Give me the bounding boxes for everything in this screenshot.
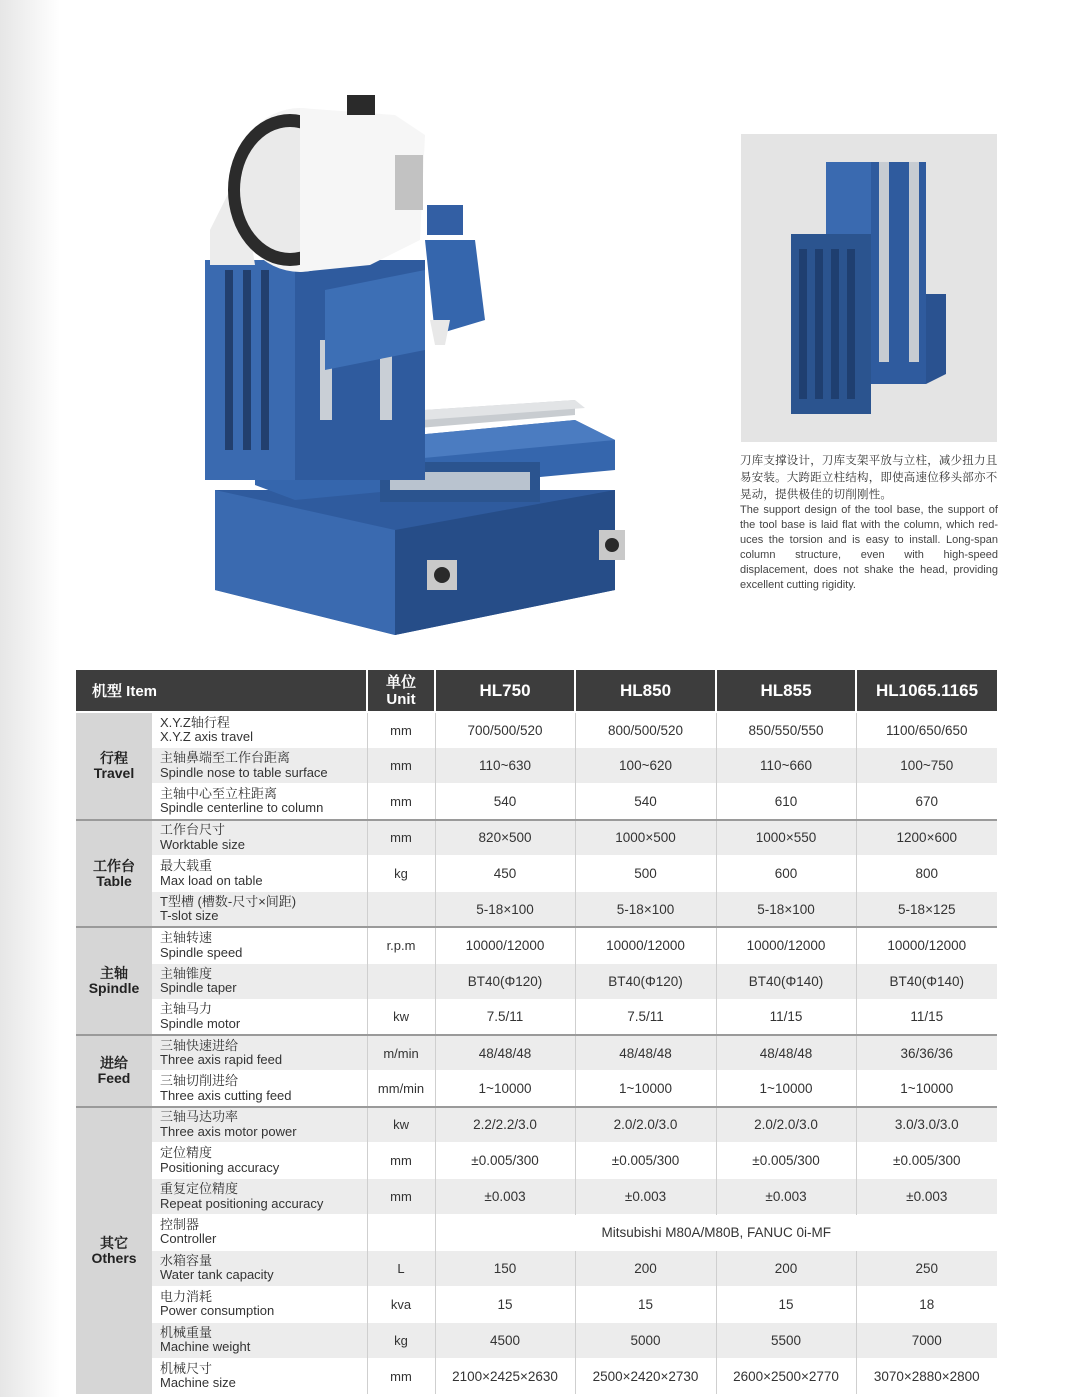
category-name-en: Others — [91, 1249, 137, 1266]
parameter-cell — [152, 1107, 367, 1143]
left-edge-shade — [0, 0, 60, 1397]
category-cell-travel — [76, 712, 152, 820]
table-header-row — [76, 670, 997, 712]
value-cell: 800/500/520 — [575, 712, 716, 748]
category-name-en: Travel — [93, 764, 135, 781]
unit-cell: kg — [367, 1322, 435, 1358]
table-row — [76, 927, 997, 963]
table-row — [76, 1035, 997, 1071]
value-cell: ±0.003 — [716, 1179, 856, 1215]
table-row — [76, 820, 997, 856]
parameter-cell — [152, 963, 367, 999]
unit-cell: kw — [367, 1107, 435, 1143]
parameter-name-cn: 主轴中心至立柱距离 — [160, 785, 278, 801]
value-cell: 540 — [575, 784, 716, 820]
parameter-name-en: Controller — [160, 1231, 217, 1247]
value-cell: 110~630 — [435, 748, 575, 784]
parameter-cell — [152, 1035, 367, 1071]
unit-header — [367, 670, 435, 712]
parameter-name-cn: 重复定位精度 — [160, 1181, 239, 1197]
value-cell: 4500 — [435, 1322, 575, 1358]
value-cell: 1~10000 — [856, 1071, 997, 1107]
value-cell: 15 — [435, 1286, 575, 1322]
parameter-name-en: Machine weight — [160, 1339, 251, 1355]
category-name-cn: 进给 — [100, 1054, 128, 1071]
table-row — [76, 784, 997, 820]
value-cell: 1~10000 — [435, 1071, 575, 1107]
parameter-name-en: Max load on table — [160, 872, 263, 888]
caption-chinese: 刀库支撑设计，刀库支架平放与立柱，减少扭力且易安装。大跨距立柱结构，即使高速位移头部亦不晃动，提供极佳的切削刚性。 — [740, 453, 998, 501]
value-cell: 3.0/3.0/3.0 — [856, 1107, 997, 1143]
value-cell: 2100×2425×2630 — [435, 1358, 575, 1394]
value-cell: 5500 — [716, 1322, 856, 1358]
parameter-name-cn: 主轴锥度 — [160, 965, 213, 981]
value-cell: ±0.003 — [575, 1179, 716, 1215]
value-cell: 100~620 — [575, 748, 716, 784]
value-cell: 200 — [716, 1250, 856, 1286]
value-cell: ±0.005/300 — [716, 1143, 856, 1179]
parameter-cell — [152, 1358, 367, 1394]
parameter-cell — [152, 820, 367, 856]
value-cell: 1100/650/650 — [856, 712, 997, 748]
parameter-cell — [152, 1214, 367, 1250]
parameter-cell — [152, 1286, 367, 1322]
value-cell: 15 — [575, 1286, 716, 1322]
unit-cell: mm — [367, 1143, 435, 1179]
unit-cell: mm/min — [367, 1071, 435, 1107]
table-row — [76, 1322, 997, 1358]
value-cell: ±0.003 — [856, 1179, 997, 1215]
value-cell: BT40(Φ120) — [435, 963, 575, 999]
value-cell: 100~750 — [856, 748, 997, 784]
parameter-name-cn: 机械尺寸 — [160, 1360, 213, 1376]
parameter-name-en: Power consumption — [160, 1303, 275, 1319]
parameter-name-cn: 定位精度 — [160, 1145, 213, 1161]
value-cell-merged: Mitsubishi M80A/M80B, FANUC 0i-MF — [435, 1214, 997, 1250]
value-cell: 200 — [575, 1250, 716, 1286]
parameter-name-cn: 控制器 — [160, 1216, 200, 1232]
table-row — [76, 1179, 997, 1215]
value-cell: 5-18×100 — [435, 891, 575, 927]
parameter-name-en: Machine size — [160, 1375, 236, 1391]
caption-english: The support design of the tool base, the support of the tool base is laid flat with the column, which red-uces the torsion and is easy to install. Long-span column structure, even with high-speed displacement, does not shake the head, providing excellent cutting rigidity. — [740, 504, 998, 591]
table-row — [76, 963, 997, 999]
value-cell: 5-18×100 — [716, 891, 856, 927]
value-cell: 150 — [435, 1250, 575, 1286]
unit-cell: mm — [367, 712, 435, 748]
parameter-name-cn: 三轴马达功率 — [160, 1109, 239, 1125]
table-row — [76, 999, 997, 1035]
parameter-name-en: Worktable size — [160, 836, 246, 852]
value-cell: 1200×600 — [856, 820, 997, 856]
value-cell: 2600×2500×2770 — [716, 1358, 856, 1394]
category-cell-spindle — [76, 927, 152, 1035]
table-row — [76, 1286, 997, 1322]
value-cell: 10000/12000 — [435, 927, 575, 963]
value-cell: 500 — [575, 856, 716, 892]
unit-cell: mm — [367, 784, 435, 820]
value-cell: 250 — [856, 1250, 997, 1286]
parameter-name-cn: X.Y.Z轴行程 — [160, 714, 230, 730]
value-cell: 610 — [716, 784, 856, 820]
parameter-name-en: Spindle taper — [160, 980, 237, 996]
value-cell: 5-18×100 — [575, 891, 716, 927]
value-cell: 5000 — [575, 1322, 716, 1358]
value-cell: 10000/12000 — [716, 927, 856, 963]
value-cell: 18 — [856, 1286, 997, 1322]
value-cell: 11/15 — [716, 999, 856, 1035]
value-cell: 1000×500 — [575, 820, 716, 856]
value-cell: 48/48/48 — [716, 1035, 856, 1071]
parameter-cell — [152, 748, 367, 784]
parameter-cell — [152, 891, 367, 927]
value-cell: 10000/12000 — [575, 927, 716, 963]
unit-cell: kva — [367, 1286, 435, 1322]
parameter-cell — [152, 856, 367, 892]
parameter-name-en: T-slot size — [160, 908, 219, 924]
value-cell: 48/48/48 — [435, 1035, 575, 1071]
category-name-en: Feed — [97, 1069, 131, 1086]
value-cell: 36/36/36 — [856, 1035, 997, 1071]
parameter-name-cn: 电力消耗 — [160, 1288, 213, 1304]
parameter-name-cn: 机械重量 — [160, 1324, 213, 1340]
parameter-name-cn: 三轴快速进给 — [160, 1037, 239, 1053]
parameter-name-en: Spindle speed — [160, 944, 243, 960]
parameter-name-en: Three axis rapid feed — [160, 1052, 283, 1068]
value-cell: ±0.005/300 — [575, 1143, 716, 1179]
category-name-cn: 其它 — [100, 1234, 128, 1251]
value-cell: BT40(Φ140) — [856, 963, 997, 999]
value-cell: BT40(Φ120) — [575, 963, 716, 999]
value-cell: 850/550/550 — [716, 712, 856, 748]
value-cell: 2.2/2.2/3.0 — [435, 1107, 575, 1143]
model-header: HL850 — [575, 670, 716, 712]
parameter-cell — [152, 784, 367, 820]
parameter-name-cn: 三轴切削进给 — [160, 1073, 239, 1089]
parameter-name-cn: 工作台尺寸 — [160, 822, 226, 838]
value-cell: 3070×2880×2800 — [856, 1358, 997, 1394]
unit-cell: r.p.m — [367, 927, 435, 963]
table-body — [76, 712, 997, 1394]
value-cell: 820×500 — [435, 820, 575, 856]
parameter-name-cn: T型槽 (槽数-尺寸×间距) — [160, 893, 297, 909]
table-row — [76, 1071, 997, 1107]
table-row — [76, 712, 997, 748]
parameter-name-en: Three axis motor power — [160, 1123, 297, 1139]
value-cell: 600 — [716, 856, 856, 892]
column-caption — [740, 452, 998, 593]
table-row — [76, 856, 997, 892]
parameter-cell — [152, 1250, 367, 1286]
value-cell: 110~660 — [716, 748, 856, 784]
category-cell-feed — [76, 1035, 152, 1107]
parameter-cell — [152, 927, 367, 963]
value-cell: 1~10000 — [575, 1071, 716, 1107]
unit-cell: kg — [367, 856, 435, 892]
value-cell: 7.5/11 — [435, 999, 575, 1035]
unit-header-cn: 单位 — [386, 673, 417, 691]
value-cell: 5-18×125 — [856, 891, 997, 927]
parameter-name-en: Spindle nose to table surface — [160, 764, 328, 780]
category-name-en: Spindle — [88, 980, 140, 997]
table-row — [76, 1358, 997, 1394]
value-cell: 11/15 — [856, 999, 997, 1035]
table-row — [76, 1143, 997, 1179]
specification-table — [76, 670, 997, 1394]
value-cell: ±0.003 — [435, 1179, 575, 1215]
value-cell: 1~10000 — [716, 1071, 856, 1107]
table-row — [76, 748, 997, 784]
value-cell: BT40(Φ140) — [716, 963, 856, 999]
unit-cell: mm — [367, 748, 435, 784]
unit-cell — [367, 1214, 435, 1250]
unit-cell: mm — [367, 820, 435, 856]
parameter-name-cn: 主轴马力 — [160, 1001, 213, 1017]
table-row — [76, 1250, 997, 1286]
model-header: HL750 — [435, 670, 575, 712]
machining-center-illustration — [195, 90, 635, 635]
parameter-name-cn: 最大载重 — [160, 858, 213, 873]
parameter-name-cn: 主轴鼻端至工作台距离 — [160, 750, 291, 766]
parameter-name-cn: 主轴转速 — [160, 930, 213, 946]
category-name-cn: 主轴 — [100, 965, 128, 982]
parameter-name-en: Spindle motor — [160, 1015, 241, 1031]
column-structure-photo — [741, 134, 997, 442]
category-name-cn: 行程 — [100, 749, 128, 766]
value-cell: 10000/12000 — [856, 927, 997, 963]
parameter-cell — [152, 1179, 367, 1215]
value-cell: 450 — [435, 856, 575, 892]
value-cell: 15 — [716, 1286, 856, 1322]
parameter-name-en: X.Y.Z axis travel — [160, 729, 253, 745]
unit-cell: mm — [367, 1179, 435, 1215]
value-cell: 2500×2420×2730 — [575, 1358, 716, 1394]
unit-cell: L — [367, 1250, 435, 1286]
unit-cell — [367, 891, 435, 927]
unit-cell: m/min — [367, 1035, 435, 1071]
value-cell: 48/48/48 — [575, 1035, 716, 1071]
value-cell: 7000 — [856, 1322, 997, 1358]
value-cell: 7.5/11 — [575, 999, 716, 1035]
unit-cell: mm — [367, 1358, 435, 1394]
category-name-cn: 工作台 — [93, 857, 135, 874]
model-header: HL855 — [716, 670, 856, 712]
category-name-en: Table — [96, 872, 132, 889]
unit-cell — [367, 963, 435, 999]
parameter-cell — [152, 999, 367, 1035]
value-cell: 540 — [435, 784, 575, 820]
table-row — [76, 1214, 997, 1250]
parameter-cell — [152, 1322, 367, 1358]
model-header: HL1065.1165 — [856, 670, 997, 712]
parameter-cell — [152, 712, 367, 748]
value-cell: 670 — [856, 784, 997, 820]
value-cell: 2.0/2.0/3.0 — [716, 1107, 856, 1143]
value-cell: 2.0/2.0/3.0 — [575, 1107, 716, 1143]
parameter-cell — [152, 1143, 367, 1179]
table-row — [76, 1107, 997, 1143]
item-header: 机型 Item — [76, 670, 367, 712]
value-cell: 700/500/520 — [435, 712, 575, 748]
category-cell-others — [76, 1107, 152, 1394]
parameter-name-en: Positioning accuracy — [160, 1159, 280, 1175]
category-cell-table — [76, 820, 152, 928]
parameter-name-en: Three axis cutting feed — [160, 1087, 292, 1103]
value-cell: ±0.005/300 — [435, 1143, 575, 1179]
unit-cell: kw — [367, 999, 435, 1035]
unit-header-en: Unit — [386, 690, 416, 708]
parameter-name-cn: 水箱容量 — [160, 1252, 213, 1268]
value-cell: ±0.005/300 — [856, 1143, 997, 1179]
parameter-name-en: Repeat positioning accuracy — [160, 1195, 324, 1211]
parameter-name-en: Water tank capacity — [160, 1267, 274, 1283]
parameter-cell — [152, 1071, 367, 1107]
value-cell: 800 — [856, 856, 997, 892]
table-row — [76, 891, 997, 927]
value-cell: 1000×550 — [716, 820, 856, 856]
parameter-name-en: Spindle centerline to column — [160, 800, 324, 816]
